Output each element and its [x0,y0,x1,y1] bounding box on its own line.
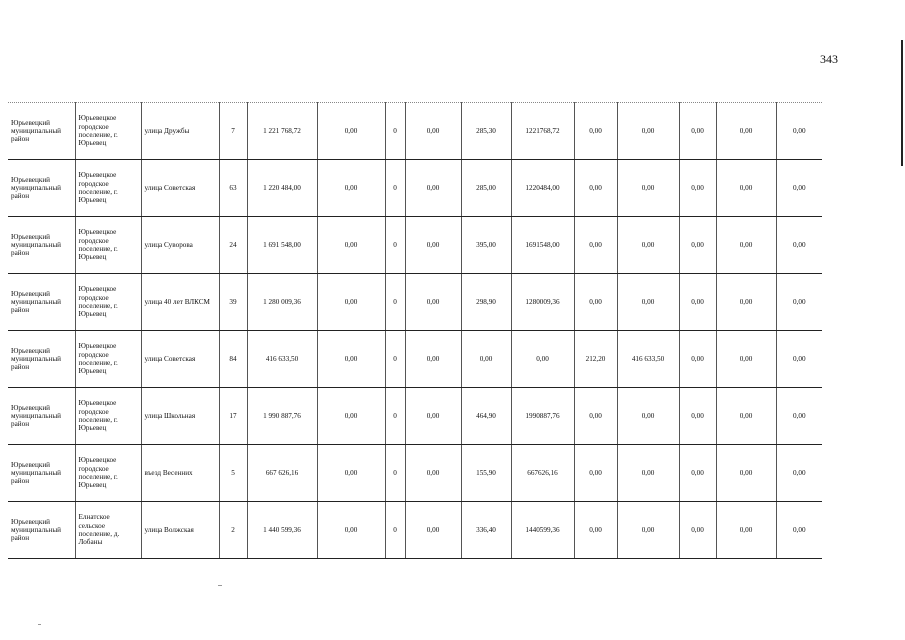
count-cell: 0 [385,331,405,388]
street-cell: улица Школьная [141,388,219,445]
settlement-cell: Юрьевецкое городское поселение, г. Юрьевец [75,217,141,274]
street-cell: улица 40 лет ВЛКСМ [141,274,219,331]
value-cell: 0,00 [317,160,385,217]
settlement-cell: Юрьевецкое городское поселение, г. Юрьевец [75,160,141,217]
value-cell: 0,00 [317,445,385,502]
table-row [8,388,822,445]
area-cell: 0,00 [574,103,617,160]
cost-cell: 0,00 [617,388,679,445]
count-cell: 0 [385,445,405,502]
count-cell: 0 [385,103,405,160]
value-cell: 0,00 [405,103,461,160]
street-cell: улица Советская [141,331,219,388]
scan-edge-mark [901,40,903,166]
area-cell: 155,90 [461,445,511,502]
value-cell: 0,00 [716,445,776,502]
house-number-cell: 7 [219,103,247,160]
district-cell: Юрьевецкий муниципальный район [8,502,75,559]
street-cell: улица Волжская [141,502,219,559]
value-cell: 0,00 [716,388,776,445]
cost-cell: 1440599,36 [511,502,574,559]
street-cell: улица Суворова [141,217,219,274]
area-cell: 0,00 [461,331,511,388]
value-cell: 0,00 [776,274,822,331]
value-cell: 0,00 [716,331,776,388]
table-body [8,103,822,559]
value-cell: 0,00 [679,217,716,274]
value-cell: 0,00 [776,103,822,160]
total-cost-cell: 667 626,16 [247,445,317,502]
value-cell: 0,00 [679,103,716,160]
area-cell: 212,20 [574,331,617,388]
cost-cell: 0,00 [511,331,574,388]
table-row [8,445,822,502]
value-cell: 0,00 [716,274,776,331]
table-row [8,103,822,160]
value-cell: 0,00 [405,274,461,331]
value-cell: 0,00 [776,217,822,274]
area-cell: 285,30 [461,103,511,160]
area-cell: 285,00 [461,160,511,217]
value-cell: 0,00 [317,502,385,559]
value-cell: 0,00 [679,388,716,445]
district-cell: Юрьевецкий муниципальный район [8,274,75,331]
house-number-cell: 63 [219,160,247,217]
table-row [8,331,822,388]
value-cell: 0,00 [776,388,822,445]
value-cell: 0,00 [716,160,776,217]
value-cell: 0,00 [405,160,461,217]
settlement-cell: Елнатское сельское поселение, д. Лобаны [75,502,141,559]
table-row [8,160,822,217]
cost-cell: 667626,16 [511,445,574,502]
cost-cell: 0,00 [617,103,679,160]
scan-speck [38,624,41,625]
cost-cell: 1280009,36 [511,274,574,331]
total-cost-cell: 1 990 887,76 [247,388,317,445]
district-cell: Юрьевецкий муниципальный район [8,103,75,160]
value-cell: 0,00 [716,502,776,559]
table-row [8,217,822,274]
area-cell: 0,00 [574,274,617,331]
area-cell: 336,40 [461,502,511,559]
value-cell: 0,00 [317,388,385,445]
area-cell: 0,00 [574,502,617,559]
house-number-cell: 2 [219,502,247,559]
cost-cell: 0,00 [617,160,679,217]
total-cost-cell: 1 221 768,72 [247,103,317,160]
cost-cell: 1220484,00 [511,160,574,217]
cost-cell: 1691548,00 [511,217,574,274]
settlement-cell: Юрьевецкое городское поселение, г. Юрьевец [75,445,141,502]
area-cell: 0,00 [574,388,617,445]
house-number-cell: 5 [219,445,247,502]
cost-cell: 1221768,72 [511,103,574,160]
street-cell: улица Советская [141,160,219,217]
value-cell: 0,00 [317,274,385,331]
total-cost-cell: 1 691 548,00 [247,217,317,274]
scan-speck [218,585,222,586]
settlement-cell: Юрьевецкое городское поселение, г. Юрьевец [75,331,141,388]
value-cell: 0,00 [716,103,776,160]
house-number-cell: 24 [219,217,247,274]
street-cell: въезд Весенних [141,445,219,502]
district-cell: Юрьевецкий муниципальный район [8,217,75,274]
street-cell: улица Дружбы [141,103,219,160]
cost-cell: 416 633,50 [617,331,679,388]
value-cell: 0,00 [776,160,822,217]
settlement-cell: Юрьевецкое городское поселение, г. Юрьевец [75,274,141,331]
count-cell: 0 [385,274,405,331]
value-cell: 0,00 [679,445,716,502]
settlement-cell: Юрьевецкое городское поселение, г. Юрьевец [75,388,141,445]
table-row [8,502,822,559]
area-cell: 298,90 [461,274,511,331]
district-cell: Юрьевецкий муниципальный район [8,331,75,388]
area-cell: 0,00 [574,160,617,217]
area-cell: 0,00 [574,217,617,274]
value-cell: 0,00 [679,502,716,559]
total-cost-cell: 1 280 009,36 [247,274,317,331]
count-cell: 0 [385,217,405,274]
cost-cell: 0,00 [617,217,679,274]
total-cost-cell: 1 440 599,36 [247,502,317,559]
cost-cell: 1990887,76 [511,388,574,445]
area-cell: 395,00 [461,217,511,274]
house-number-cell: 39 [219,274,247,331]
value-cell: 0,00 [317,103,385,160]
district-cell: Юрьевецкий муниципальный район [8,388,75,445]
count-cell: 0 [385,160,405,217]
value-cell: 0,00 [405,502,461,559]
total-cost-cell: 1 220 484,00 [247,160,317,217]
district-cell: Юрьевецкий муниципальный район [8,445,75,502]
housing-register-table [8,102,822,559]
district-cell: Юрьевецкий муниципальный район [8,160,75,217]
house-number-cell: 17 [219,388,247,445]
house-number-cell: 84 [219,331,247,388]
value-cell: 0,00 [776,331,822,388]
value-cell: 0,00 [679,274,716,331]
value-cell: 0,00 [776,502,822,559]
value-cell: 0,00 [716,217,776,274]
area-cell: 464,90 [461,388,511,445]
value-cell: 0,00 [405,445,461,502]
value-cell: 0,00 [405,331,461,388]
value-cell: 0,00 [317,331,385,388]
value-cell: 0,00 [405,217,461,274]
page-number: 343 [820,52,838,66]
count-cell: 0 [385,388,405,445]
value-cell: 0,00 [776,445,822,502]
count-cell: 0 [385,502,405,559]
value-cell: 0,00 [679,160,716,217]
cost-cell: 0,00 [617,502,679,559]
settlement-cell: Юрьевецкое городское поселение, г. Юрьевец [75,103,141,160]
total-cost-cell: 416 633,50 [247,331,317,388]
table-row [8,274,822,331]
value-cell: 0,00 [405,388,461,445]
cost-cell: 0,00 [617,445,679,502]
area-cell: 0,00 [574,445,617,502]
cost-cell: 0,00 [617,274,679,331]
value-cell: 0,00 [679,331,716,388]
value-cell: 0,00 [317,217,385,274]
